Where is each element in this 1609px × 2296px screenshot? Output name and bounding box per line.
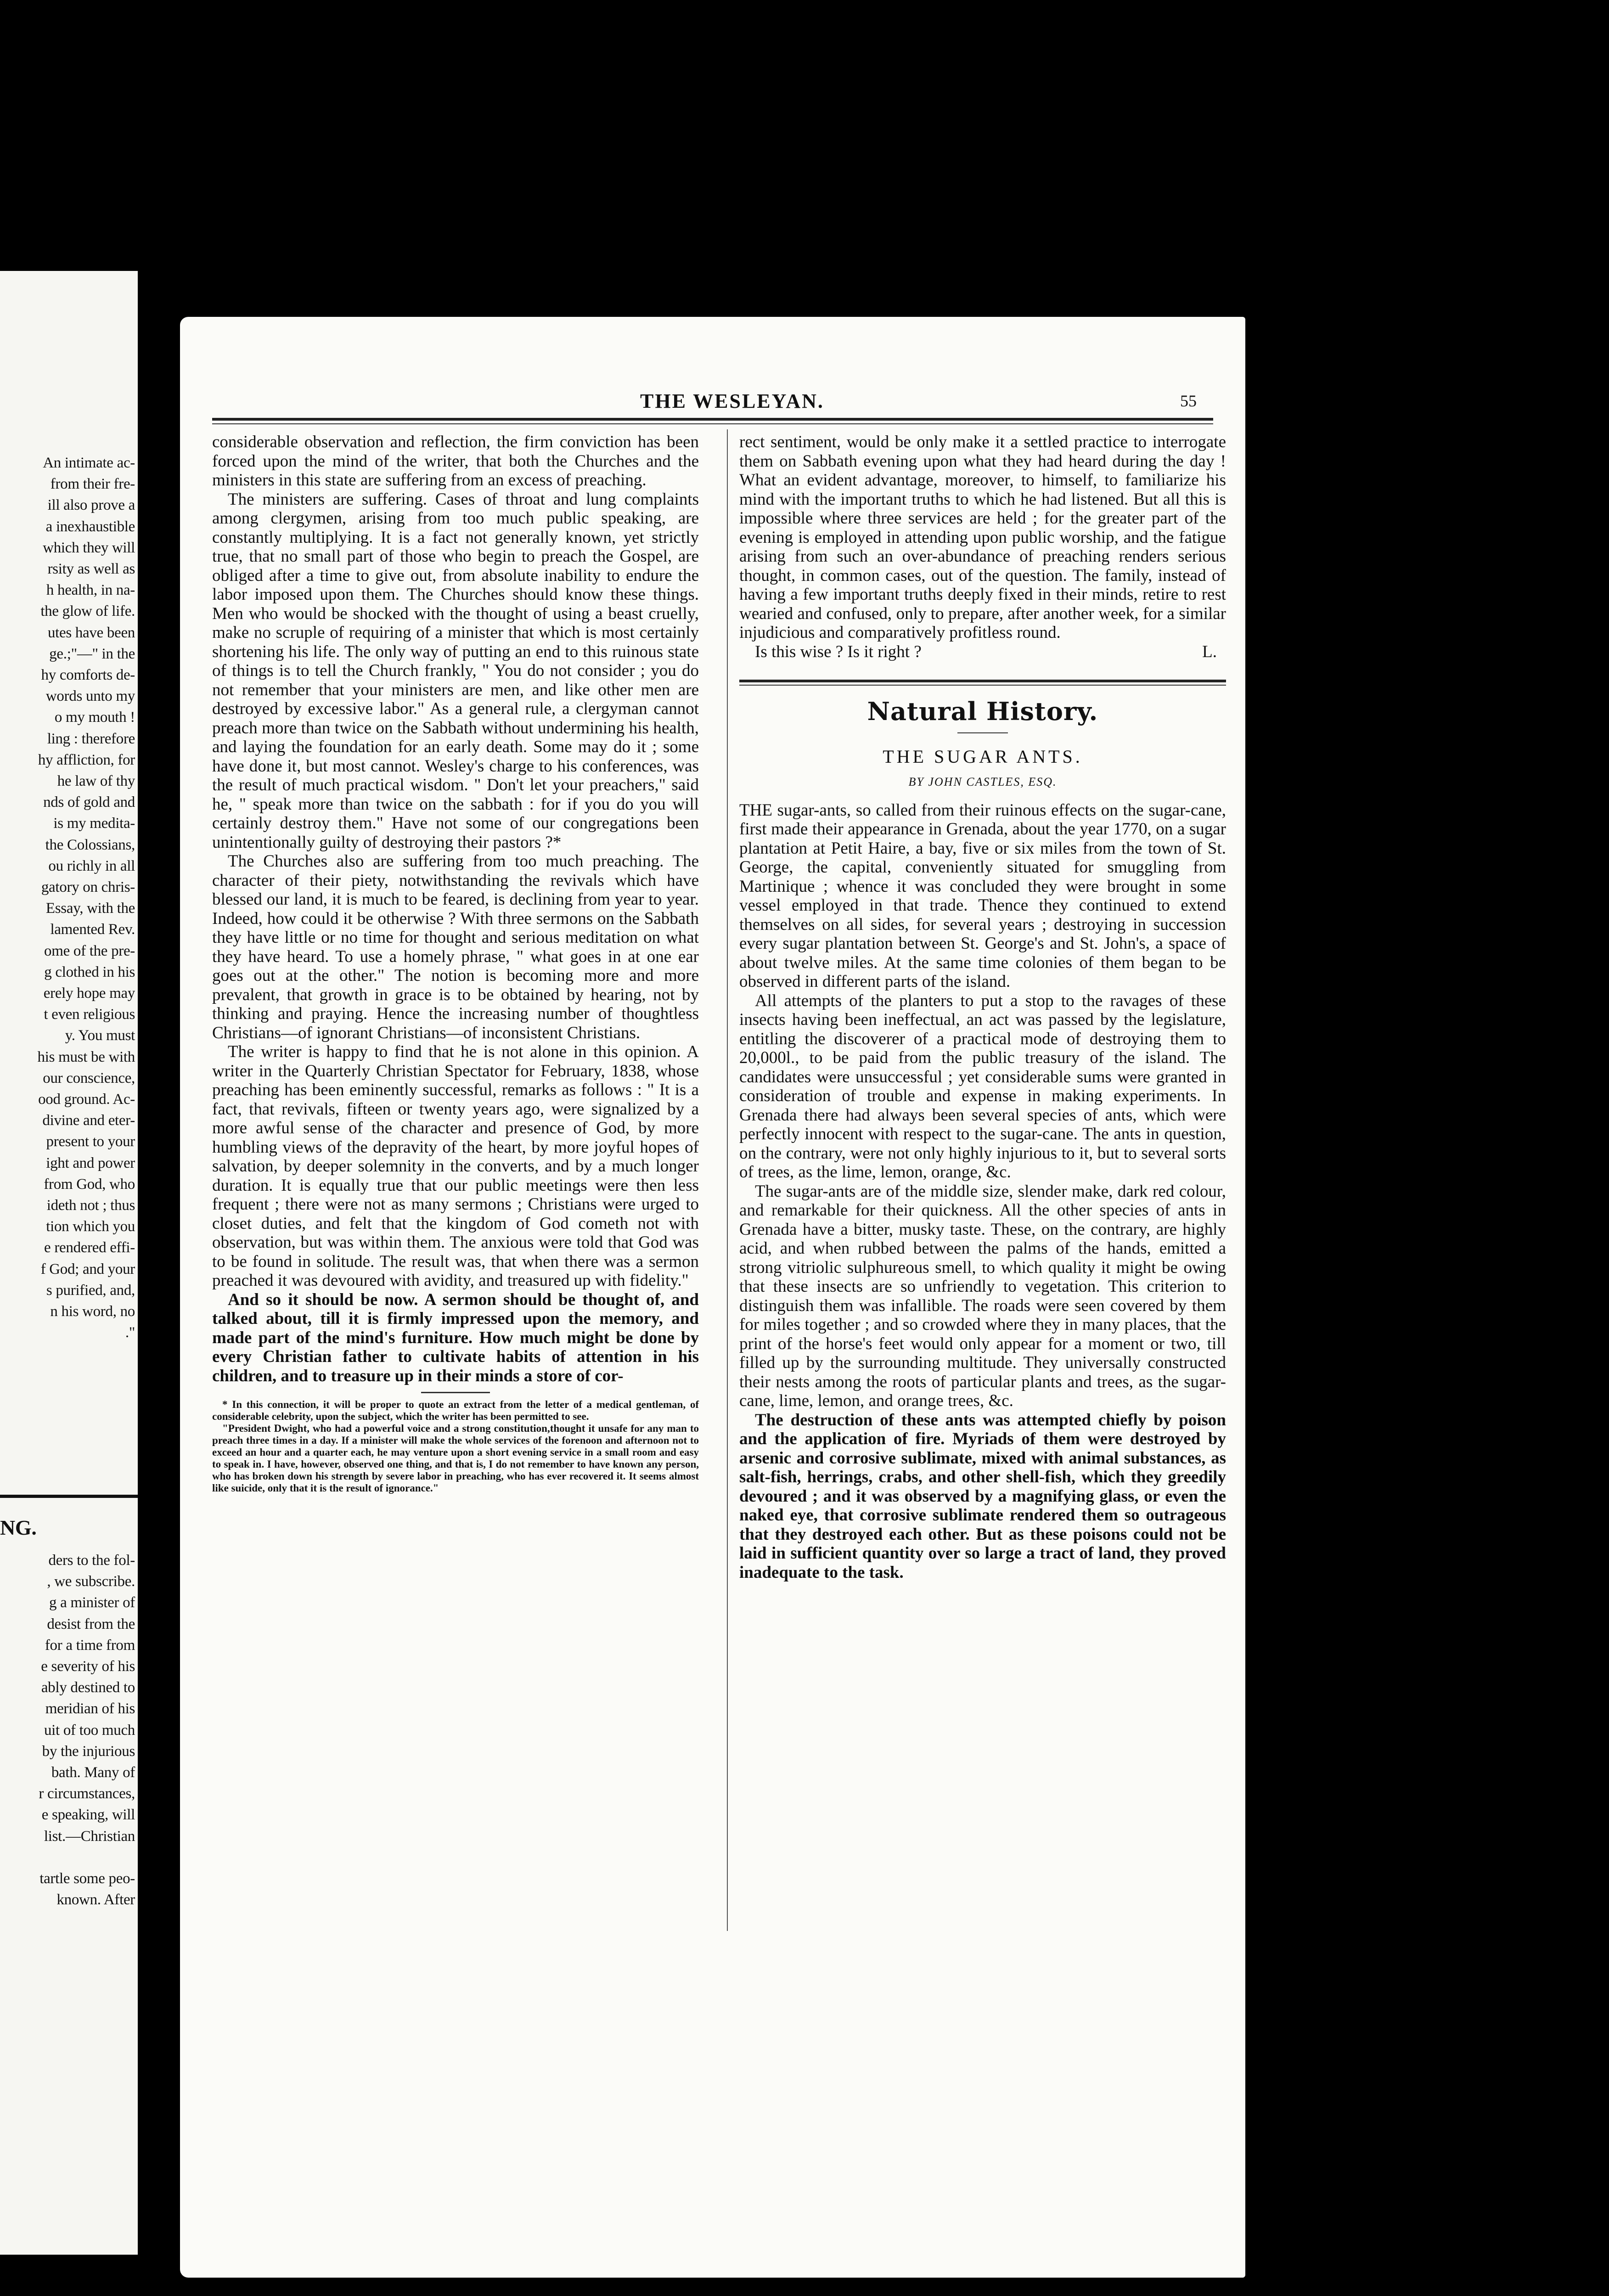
footnote: "President Dwight, who had a powerful voice and a strong constitution,thought it unsafe for any man to preach three times in a day. If a minister will make the whole services of the forenoon and afternoon not to exceed an hour and a quarter each, he may venture upon a short evening service in a small room and easy to speak in. I have, however, observed one thing, and that is, I do not remember to have known any person, who has broken down his strength by severe labor in preaching, who has ever recovered it. It seems almost like suicide, only that it is the result of ignorance." xyxy=(212,1423,699,1494)
left-page-line: erely hope may xyxy=(43,985,135,1002)
left-page-line: y. You must xyxy=(65,1027,135,1044)
left-page-line: f God; and your xyxy=(40,1261,135,1277)
left-page-line: ably destined to xyxy=(41,1679,135,1696)
left-page-line: e severity of his xyxy=(41,1658,135,1675)
left-page-line: e rendered effi- xyxy=(44,1239,135,1256)
left-page-line: nds of gold and xyxy=(43,794,135,811)
article-title: THE SUGAR ANTS. xyxy=(883,746,1083,767)
left-page-line: ders to the fol- xyxy=(48,1552,135,1569)
left-page-line: An intimate ac- xyxy=(43,455,135,471)
left-page-line: divine and eter- xyxy=(42,1112,135,1129)
header-rule-thin xyxy=(212,423,1213,424)
left-page-line: for a time from xyxy=(45,1637,135,1654)
left-page-line: gatory on chris- xyxy=(41,879,135,895)
column-divider xyxy=(727,429,728,1931)
left-page-line: tartle some peo- xyxy=(39,1870,135,1887)
left-column xyxy=(212,433,699,1494)
footnote: * In this connection, it will be proper to quote an extract from the letter of a medical gentleman, of considerable celebrity, upon the subject, which the writer has been permitted to see. xyxy=(212,1399,699,1422)
left-page-line: is my medita- xyxy=(53,815,135,832)
left-page-line: n his word, no xyxy=(50,1303,135,1320)
left-page-line: the glow of life. xyxy=(40,603,135,620)
left-page-line: list.—Christian xyxy=(44,1828,135,1845)
left-page-line: ill also prove a xyxy=(47,497,135,514)
left-page-line: our conscience, xyxy=(43,1069,135,1086)
paragraph: All attempts of the planters to put a stop to the ravages of these insects having been ineffectual, an act was passed by the legislature, entitling the discoverer of a practical mode of destroying them to 20,000l., to be paid from the public treasury of the island. The candidates were unsuccessful ; yet considerable sums were granted in consideration of trouble and expense in making experiments. In Grenada there had always been several species of ants, which were perfectly innocent with respect to the sugar-cane. The ants in question, on the contrary, were not only highly injurious to it, but to several sorts of trees, as the lime, lemon, orange, &c. xyxy=(739,991,1226,1182)
left-page-line: ideth not ; thus xyxy=(46,1197,135,1214)
left-page-line: o my mouth ! xyxy=(54,709,135,726)
page-number: 55 xyxy=(1180,392,1197,410)
running-header-title: THE WESLEYAN. xyxy=(640,390,824,412)
left-page-line: ou richly in all xyxy=(48,857,135,874)
left-page-line: ." xyxy=(125,1324,135,1341)
left-page-line: t even religious xyxy=(44,1006,135,1023)
section-rule-thin xyxy=(739,685,1226,686)
left-page-line: he law of thy xyxy=(57,773,135,789)
left-page-line: Essay, with the xyxy=(45,900,135,917)
paragraph: And so it should be now. A sermon should be thought of, and talked about, till it is firmly impressed upon the memory, and made part of the mind's furniture. How much might be done by every Christian father to cultivate habits of attention in his children, and to treasure up in their minds a store of cor- xyxy=(212,1290,699,1385)
header-rule xyxy=(212,418,1213,421)
left-page-line: g a minister of xyxy=(49,1594,135,1611)
left-page-line: which they will xyxy=(43,539,135,556)
paragraph: The writer is happy to find that he is not alone in this opinion. A writer in the Quarterly Christian Spectator for February, 1838, whose preaching has been eminently successful, remarks as follows : " It is a fact, that revivals, fifteen or twenty years ago, were signalized by a more awful sense of the character and presence of God, by more humbling views of the depravity of the heart, by more joyful hopes of salvation, by deeper solemnity in the converts, and by a much longer duration. It is equally true that our public meetings were then less frequent ; there were not as many sermons ; Christians were urged to closet duties, and felt that the kingdom of God cometh not with observation, but was within them. The anxious were told that God was to be found in solitude. The result was, that when there was a sermon preached it was devoured with avidity, and treasured up with fidelity." xyxy=(212,1042,699,1290)
left-page-line: from God, who xyxy=(44,1176,135,1193)
left-page-line: a inexhaustible xyxy=(45,518,135,535)
left-page-line: uit of too much xyxy=(44,1722,135,1739)
article-byline: BY JOHN CASTLES, ESQ. xyxy=(908,775,1057,788)
footnote-rule xyxy=(421,1392,490,1393)
left-page-line: from their fre- xyxy=(50,476,135,493)
paragraph: The ministers are suffering. Cases of throat and lung complaints among clergymen, arising from too much public speaking, are constantly multiplying. It is a fact not generally known, yet strictly true, that no small part of those who begin to preach the Gospel, are obliged after a time to give out, from absolute inability to endure the labor imposed upon them. The Churches should know these things. Men who would be shocked with the thought of using a beast cruelly, make no scruple of requiring of a minister that which is most certainly shortening his life. The only way of putting an end to this ruinous state of things is to tell the Church frankly, " You do not consider ; you do not remember that your ministers are men, and like other men are destroyed by excessive labor." As a general rule, a clergyman cannot preach more than twice on the Sabbath without undermining his health, and laying the foundation for an early death. Some may do it ; some have done it, but most cannot. Wesley's charge to his conferences, was the result of much practical wisdom. " Don't let your preachers," said he, " speak more than twice on the sabbath : for if you do you will certainly destroy them." Have not some of our congregations been unintentionally guilty of destroying their pastors ?* xyxy=(212,490,699,852)
left-page-line: r circumstances, xyxy=(39,1785,135,1802)
left-page-line: ge.;"—" in the xyxy=(49,645,135,662)
section-title: Natural History. xyxy=(867,697,1098,726)
title-rule xyxy=(957,732,1008,733)
left-page-line: s purified, and, xyxy=(46,1282,135,1299)
left-page-fragment xyxy=(0,271,138,2255)
left-page-line: meridian of his xyxy=(45,1700,135,1717)
section-rule xyxy=(739,680,1226,682)
paragraph: THE sugar-ants, so called from their ruinous effects on the sugar-cane, first made their appearance in Grenada, about the year 1770, on a sugar plantation at Petit Haire, a bay, five or six miles from the town of St. George, the capital, conveniently situated for smuggling from Martinique ; whence it was concluded they were brought in some vessel employed in that trade. Thence they continued to extend themselves on all sides, for several years ; destroying in succession every sugar plantation between St. George's and St. John's, a space of about twelve miles. At the same time colonies of them began to be observed in different parts of the island. xyxy=(739,800,1226,991)
left-page-line: words unto my xyxy=(45,688,135,705)
left-page-rule xyxy=(0,1495,138,1498)
left-page-heading: NG. xyxy=(0,1516,37,1539)
left-page-line: his must be with xyxy=(37,1048,135,1065)
left-page-line: ling : therefore xyxy=(47,730,135,747)
paragraph: The destruction of these ants was attempted chiefly by poison and the application of fire. Myriads of them were destroyed by arsenic and corrosive sublimate, mixed with animal substances, as salt-fish, herrings, crabs, and other shell-fish, which they greedily devoured ; and it was observed by a magnifying glass, or even the naked eye, that corrosive sublimate rendered them so outrageous that they destroyed each other. But as these poisons could not be laid in sufficient quantity over so large a tract of land, they proved inadequate to the task. xyxy=(739,1410,1226,1582)
left-page-line: bath. Many of xyxy=(51,1764,135,1781)
left-page-line: g clothed in his xyxy=(44,963,135,980)
left-page-line: hy comforts de- xyxy=(41,667,135,683)
left-page-line: lamented Rev. xyxy=(50,921,135,938)
paragraph: The sugar-ants are of the middle size, slender make, dark red colour, and remarkable for their quickness. All the other species of ants in Grenada have a bitter, musky taste. These, on the contrary, are highly acid, and when rubbed between the palms of the hands, emitted a strong vitriolic sulphureous smell, to which quality it might be owing that these insects are so unfriendly to vegetation. This criterion to distinguish them was infallible. The roads were seen covered by them for miles together ; and so crowded where they in many places, that the print of the horse's feet would only appear for a moment or two, till filled up by the surrounding multitude. They universally constructed their nests among the roots of particular plants and trees, as the sugar-cane, lime, lemon, and orange trees, &c. xyxy=(739,1182,1226,1410)
left-page-line: h health, in na- xyxy=(46,582,135,599)
left-page-line: ood ground. Ac- xyxy=(38,1091,135,1108)
paragraph: rect sentiment, would be only make it a settled practice to interrogate them on Sabbath evening upon what they had heard during the day ! What an evident advantage, moreover, to himself, to familiarize his mind with the important truths to which he had listened. But all this is impossible where three services are held ; for the greater part of the evening is employed in attending upon public worship, and the fatigue arising from such an over-abundance of preaching renders serious thought, in common cases, out of the question. The family, instead of having a few important truths deeply fixed in their minds, retire to rest wearied and confused, only to prepare, after another week, for a similar injudicious and comparatively profitless round. xyxy=(739,433,1226,642)
left-page-line: known. After xyxy=(56,1891,135,1908)
signature: L. xyxy=(1202,642,1217,661)
footnotes xyxy=(212,1399,699,1494)
left-page-line: utes have been xyxy=(47,624,135,641)
left-page-line: present to your xyxy=(46,1133,135,1150)
left-page-line: desist from the xyxy=(47,1615,135,1632)
right-column xyxy=(739,433,1226,1582)
newspaper-page xyxy=(180,317,1245,2278)
left-page-line: e speaking, will xyxy=(41,1806,135,1823)
left-page-line: ome of the pre- xyxy=(44,942,135,959)
left-page-line: by the injurious xyxy=(42,1743,135,1760)
left-page-line: , we subscribe. xyxy=(47,1573,135,1590)
left-page-line: tion which you xyxy=(46,1218,135,1235)
paragraph: considerable observation and reflection, the firm conviction has been forced upon the mind of the writer, that both the Churches and the ministers in this state are suffering from an excess of preaching. xyxy=(212,433,699,490)
paragraph: The Churches also are suffering from too much preaching. The character of their piety, notwithstanding the revivals which have blessed our land, it is much to be feared, is declining from year to year. Indeed, how could it be otherwise ? With three sermons on the Sabbath they have little or no time for thought and serious meditation on what they have heard. To use a homely phrase, " what goes in at one ear goes out at the other." The notion is becoming more and more prevalent, that growth in grace is to be obtained by hearing, not by thinking and praying. Hence the increasing number of thoughtless Christians—of ignorant Christians—of inconsistent Christians. xyxy=(212,852,699,1042)
left-page-line: the Colossians, xyxy=(45,836,135,853)
left-page-line: rsity as well as xyxy=(47,561,135,577)
left-page-line: hy affliction, for xyxy=(38,751,135,768)
left-page-line: ight and power xyxy=(46,1154,135,1171)
closing-question: Is this wise ? Is it right ? xyxy=(755,642,922,661)
